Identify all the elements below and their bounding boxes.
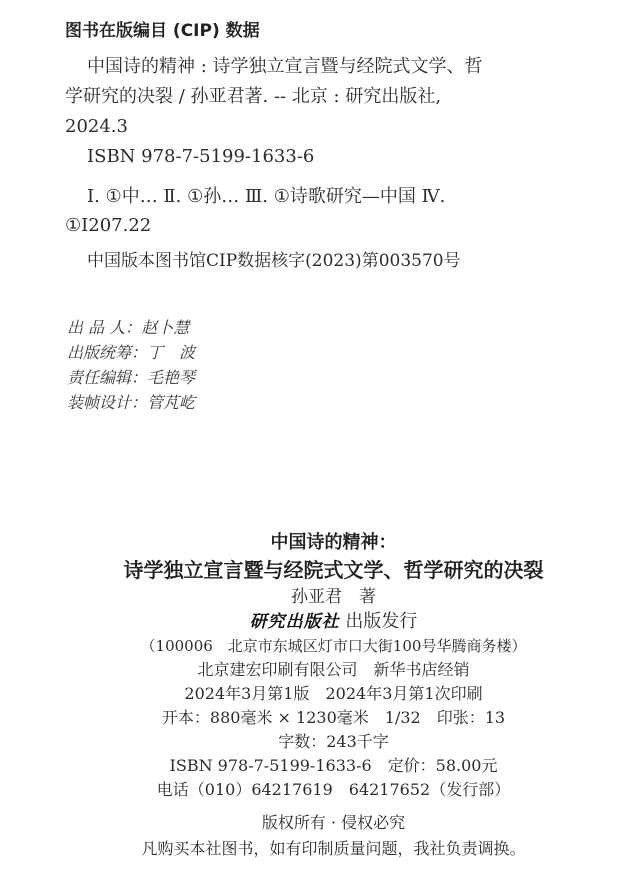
- colophon: [0, 530, 639, 802]
- credit-coordinator-name: 丁 波: [147, 343, 196, 362]
- cip-classification: [65, 182, 570, 240]
- exchange-notice: 凡购买本社图书，如有印制质量问题，我社负责调换。: [141, 839, 526, 858]
- classification-line-2: ①I207.22: [65, 215, 152, 236]
- credit-editor-name: 毛艳琴: [147, 368, 196, 387]
- format-sheets: 开本：880毫米 × 1230毫米 1/32 印张：13: [161, 708, 506, 727]
- rights-statement: 版权所有 · 侵权必究: [261, 813, 406, 832]
- copyright-footer: [0, 810, 639, 862]
- credit-producer: [67, 315, 195, 340]
- classification-line-1: Ⅰ. ①中… Ⅱ. ①孙… Ⅲ. ①诗歌研究—中国 Ⅳ.: [87, 186, 446, 207]
- book-title-line-1: 中国诗的精神：: [270, 532, 397, 553]
- book-title-line-2: 诗学独立宣言暨与经院式文学、哲学研究的决裂: [123, 558, 544, 582]
- word-count: 字数：243千字: [278, 732, 389, 751]
- credit-designer: [67, 390, 195, 415]
- credit-designer-label: 装帧设计：: [67, 393, 148, 412]
- isbn-price: ISBN 978-7-5199-1633-6 定价：58.00元: [169, 756, 498, 775]
- publisher-logo: 研究出版社: [249, 612, 340, 632]
- printer-distributor: 北京建宏印刷有限公司 新华书店经销: [197, 660, 470, 679]
- cip-isbn: ISBN 978-7-5199-1633-6: [87, 146, 315, 167]
- publisher-role: 出版发行: [345, 611, 418, 632]
- cip-registration-number: 中国版本图书馆CIP数据核字(2023)第003570号: [87, 251, 461, 271]
- cip-record-line-2: 学研究的决裂 / 孙亚君著. -- 北京 : 研究出版社,: [65, 86, 442, 107]
- edition-printing: 2024年3月第1版 2024年3月第1次印刷: [184, 684, 483, 703]
- cip-header: 图书在版编目 (CIP) 数据: [65, 21, 260, 41]
- book-author: 孙亚君 著: [291, 587, 376, 607]
- credit-coordinator: [67, 340, 195, 365]
- credit-designer-name: 管芃屹: [147, 393, 196, 412]
- phone-numbers: 电话（010）64217619 64217652（发行部）: [156, 780, 511, 799]
- cip-record-line-3: 2024.3: [65, 116, 128, 137]
- cip-record: [65, 52, 570, 172]
- credit-producer-name: 赵卜慧: [141, 318, 190, 337]
- credit-editor-label: 责任编辑：: [67, 368, 148, 387]
- cip-record-line-1: 中国诗的精神 : 诗学独立宣言暨与经院式文学、哲: [87, 56, 483, 77]
- credit-producer-label: 出 品 人：: [67, 318, 142, 337]
- publisher-line: [28, 610, 639, 634]
- publisher-address: （100006 北京市东城区灯市口大街100号华腾商务楼）: [140, 637, 527, 655]
- credit-coordinator-label: 出版统筹：: [67, 343, 148, 362]
- credit-editor: [67, 365, 195, 390]
- staff-credits: [67, 315, 195, 415]
